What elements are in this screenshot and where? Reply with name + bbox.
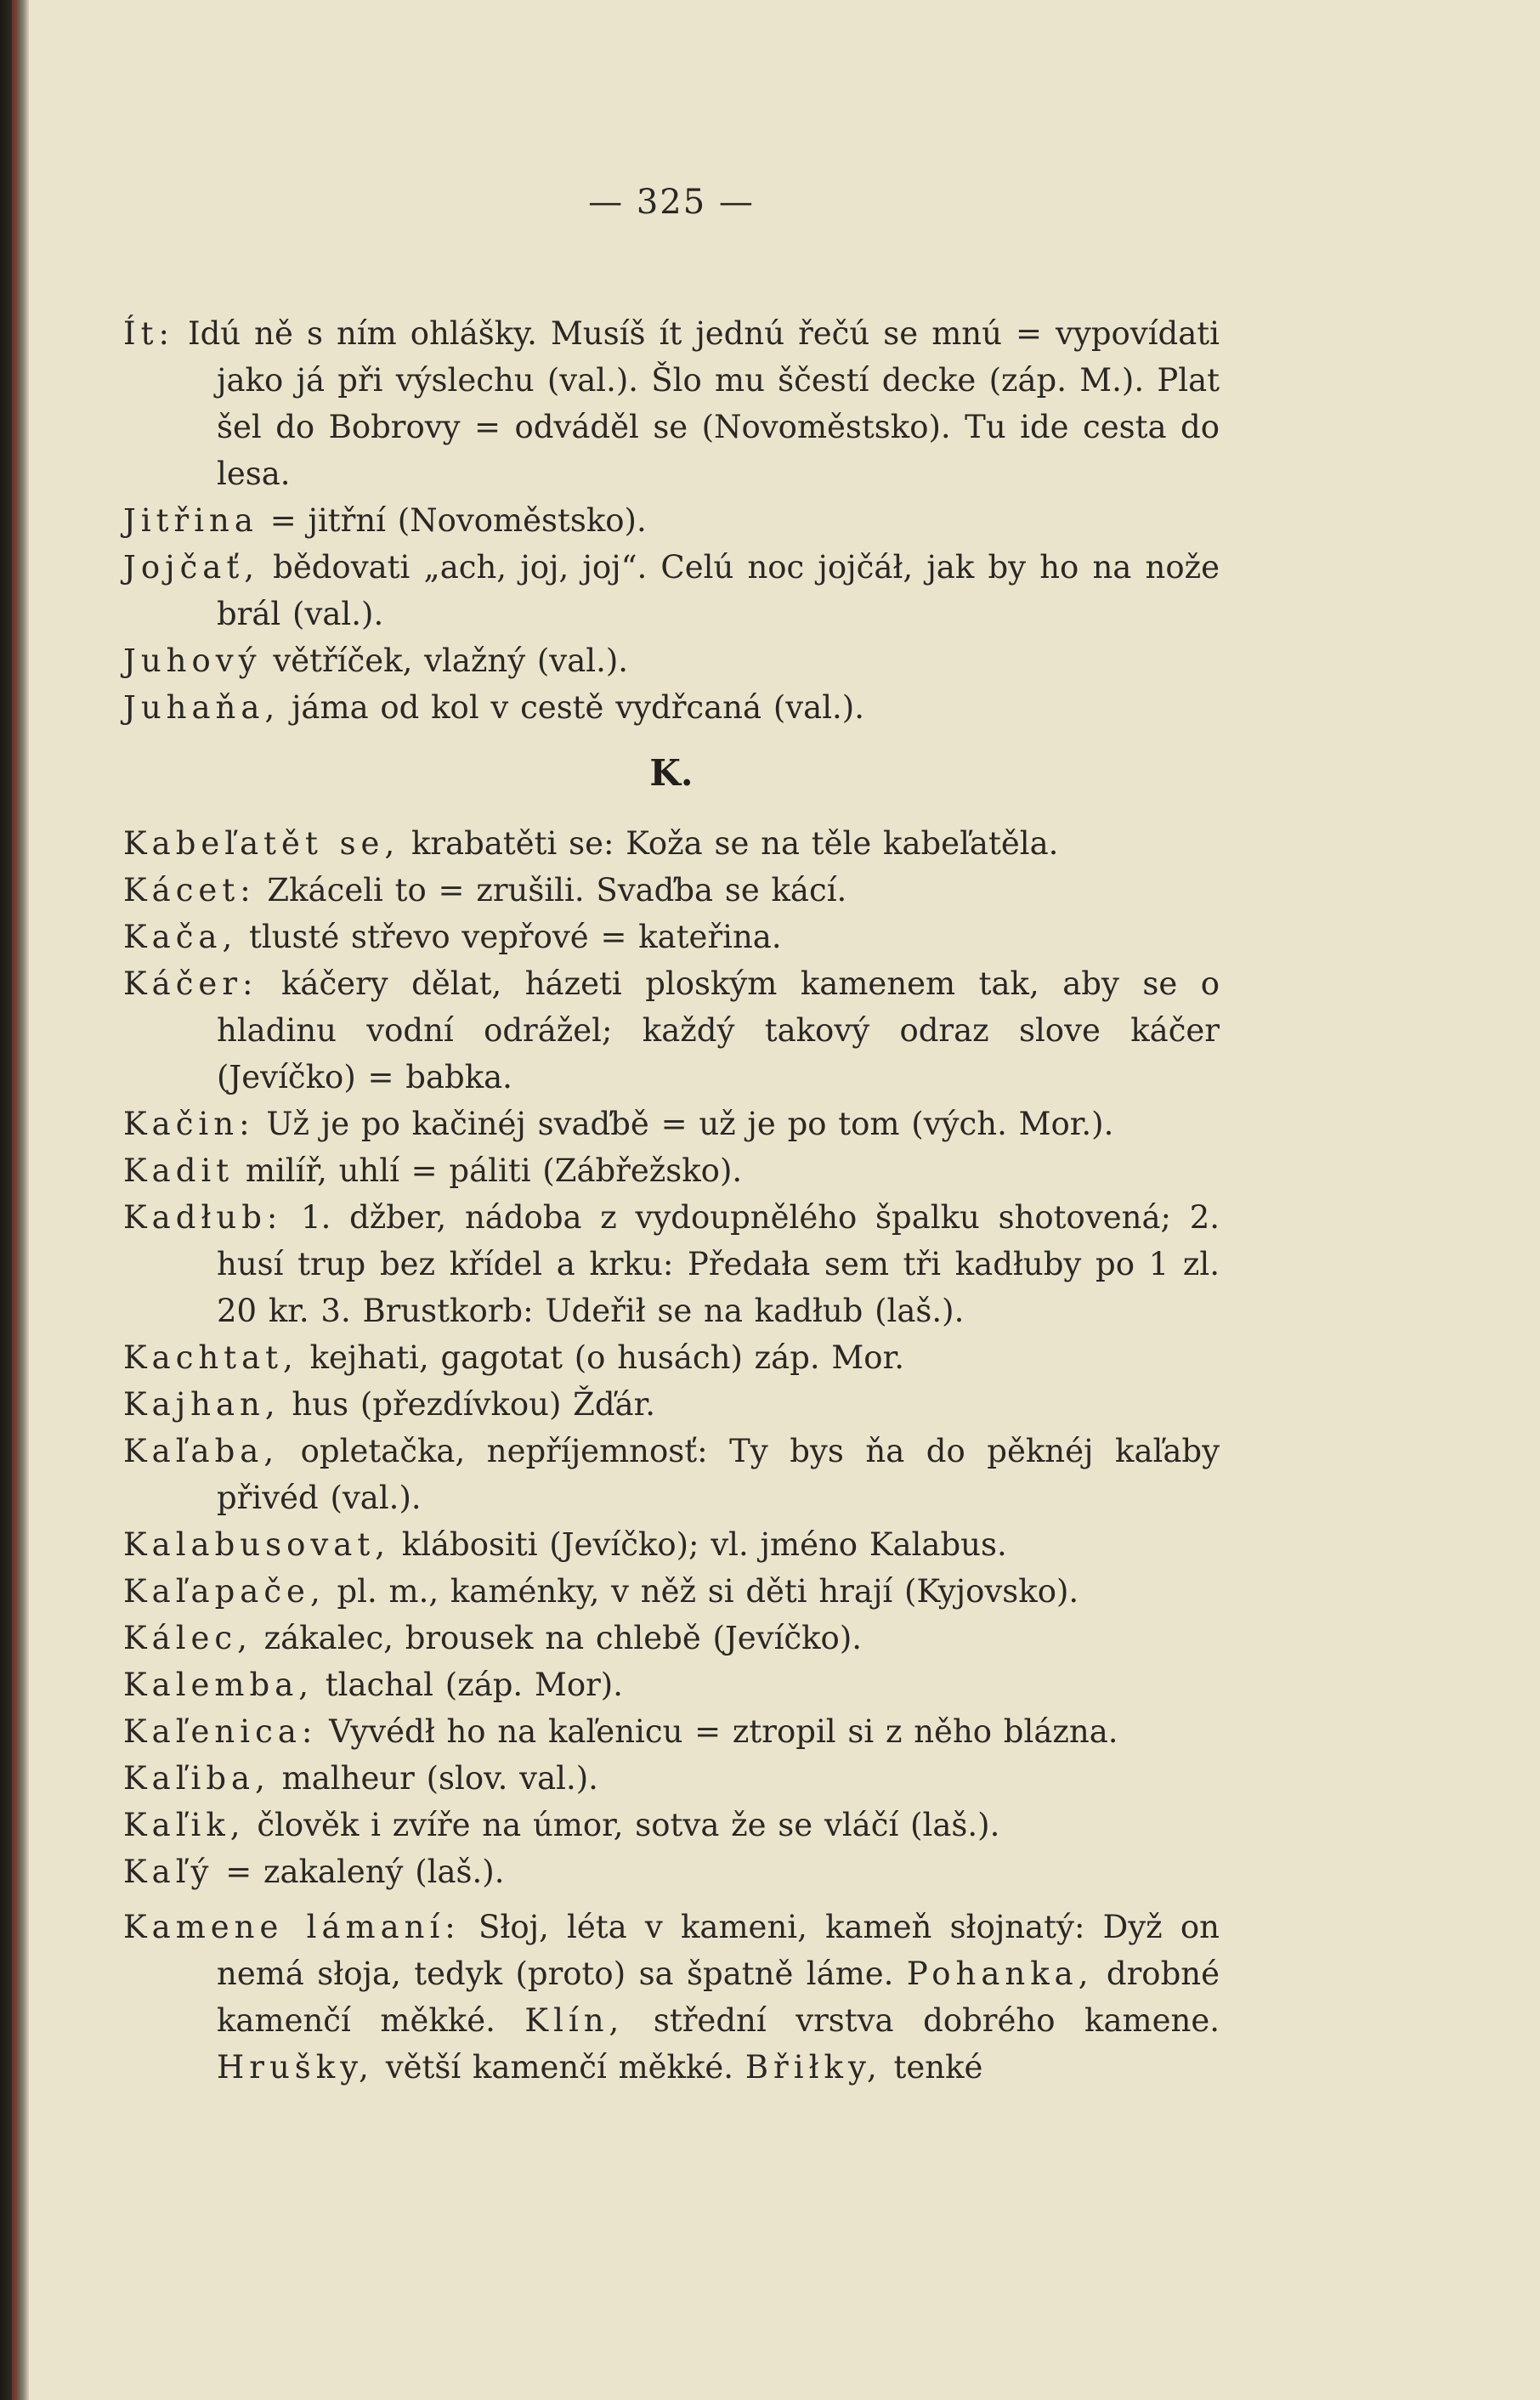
entry-head: Kamene lámaní: (123, 1909, 461, 1945)
entry-head: Kaľenica: (123, 1713, 318, 1750)
entry-text: 1. džber, nádoba z vydoupnělého špalku shotovená; 2. husí trup bez křídel a krku: Předała sem tři kadłuby po 1 zl. 20 kr. 3. Brustkorb: Udeřił se na kadłub (laš.). (217, 1199, 1220, 1329)
entry-text: střední vrstva dobrého kamene. (624, 2002, 1220, 2039)
entry-text: Už je po kačinéj svaďbě = už je po tom (vých. Mor.). (254, 1106, 1114, 1142)
entry-text: člověk i zvíře na úmor, sotva že se vláčí (laš.). (245, 1807, 1000, 1843)
entry-jitrina (123, 497, 1220, 544)
entry-head: Kaľik, (123, 1807, 246, 1843)
entry-head: Kaľý (123, 1854, 214, 1890)
entry-text: větříček, vlažný (val.). (261, 642, 629, 679)
entry-text: tenké (881, 2049, 983, 2086)
entry-text: káčery dělat, házeti ploským kamenem tak, aby se o hladinu vodní odrážel; každý takový odraz slove káčer (Jevíčko) = babka. (217, 965, 1220, 1095)
entry-juhana (123, 684, 1220, 731)
dictionary-entries (123, 310, 1220, 2091)
entry-head: Káčer: (123, 965, 258, 1002)
entry-text: tlachal (záp. Mor). (314, 1667, 623, 1703)
subterm-brilky: Břiłky, (745, 2049, 882, 2086)
entry-head: Kaľiba, (123, 1760, 270, 1797)
entry-kalaba (123, 1428, 1220, 1521)
entry-kalenica (123, 1708, 1220, 1755)
entry-it (123, 310, 1220, 497)
entry-text: Zkáceli to = zrušili. Svaďba se kácí. (255, 872, 847, 908)
entry-text: kejhati, gagotat (o husách) záp. Mor. (297, 1339, 904, 1376)
entry-kaliba (123, 1755, 1220, 1802)
entry-kalabusovat (123, 1521, 1220, 1568)
entry-text: zákalec, brousek na chlebě (Jevíčko). (252, 1620, 863, 1656)
entry-kadit (123, 1147, 1220, 1194)
entry-head: Kabeľatět se, (123, 825, 400, 862)
entry-kacet (123, 867, 1220, 914)
entry-head: Kácet: (123, 872, 256, 908)
entry-head: Kaľaba, (123, 1433, 280, 1469)
entry-kachtat (123, 1334, 1220, 1381)
entry-text: klábositi (Jevíčko); vl. jméno Kalabus. (389, 1526, 1007, 1563)
spine-binding-edge (12, 0, 17, 2400)
entry-head: Kalemba, (123, 1667, 314, 1703)
entry-text: malheur (slov. val.). (269, 1760, 598, 1797)
section-letter-k: K. (649, 752, 694, 794)
subterm-klin: Klín, (524, 2002, 625, 2039)
entry-text: Idú ně s ním ohlášky. Musíš ít jednú řečú se mnú = vypovídati jako já při výslechu (val.). Šlo mu ščestí decke (záp. M.). Plat šel do Bobrovy = odváděl se (Novoměstsko). Tu ide cesta do lesa. (173, 315, 1220, 492)
entry-head: Jojčať, (123, 549, 259, 586)
entry-text: Słoj, léta v kameni, kameň słojnatý: Dyž on nemá słoja, tedyk (proto) sa špatně láme. (217, 1909, 1220, 1992)
entry-head: Kadłub: (123, 1199, 283, 1236)
entry-head: Jitřina (123, 502, 258, 539)
entry-juhovy (123, 637, 1220, 684)
entry-kamene-lamani (123, 1904, 1220, 2091)
entry-kabelatet (123, 820, 1220, 867)
entry-kalec (123, 1615, 1220, 1661)
entry-kalik (123, 1802, 1220, 1848)
entry-text: hus (přezdívkou) Žďár. (280, 1386, 656, 1423)
entry-text: tlusté střevo vepřové = kateřina. (237, 919, 782, 955)
entry-text: milíř, uhlí = páliti (Zábřežsko). (234, 1152, 743, 1189)
entry-text: = zakalený (laš.). (213, 1854, 505, 1890)
entry-text: krabatěti se: Koža se na těle kabeľatěla. (399, 825, 1059, 862)
subterm-pohanka: Pohanka, (906, 1956, 1094, 1992)
entry-kadlub (123, 1194, 1220, 1334)
entry-head: Juhaňa, (123, 689, 280, 726)
entry-kacin (123, 1101, 1220, 1147)
entry-text: opletačka, nepříjemnosť: Ty bys ňa do pěknéj kaľaby přivéd (val.). (217, 1433, 1220, 1516)
entry-kacer (123, 960, 1220, 1101)
entry-head: Kachtat, (123, 1339, 298, 1376)
entry-kaca (123, 914, 1220, 960)
entry-text: větší kamenčí měkké. (373, 2049, 745, 2086)
entry-kalemba (123, 1661, 1220, 1708)
entry-kajhan (123, 1381, 1220, 1428)
entry-text: bědovati „ach, joj, joj“. Celú noc jojčáł, jak by ho na nože brál (val.). (217, 549, 1220, 632)
entry-head: Ít: (123, 315, 174, 352)
entry-jojcat (123, 544, 1220, 637)
entry-text: pl. m., kaménky, v něž si děti hrají (Kyjovsko). (325, 1573, 1079, 1610)
entry-head: Kajhan, (123, 1386, 280, 1423)
entry-text: Vyvédł ho na kaľenicu = ztropil si z něho blázna. (317, 1713, 1118, 1750)
entry-kaly (123, 1848, 1220, 1895)
entry-text: drobné kamenčí měkké. (217, 1956, 1220, 2039)
entry-head: Kálec, (123, 1620, 252, 1656)
subterm-hrusky: Hrušky, (217, 2049, 374, 2086)
entry-text: jáma od kol v cestě vydřcaná (val.). (280, 689, 865, 726)
entry-head: Juhový (123, 642, 262, 679)
book-spine (0, 0, 29, 2400)
entry-head: Kača, (123, 919, 238, 955)
entry-head: Kadit (123, 1152, 235, 1189)
entry-head: Kaľapače, (123, 1573, 326, 1610)
entry-kalapace (123, 1568, 1220, 1615)
entry-head: Kalabusovat, (123, 1526, 390, 1563)
page-number: — 325 — (588, 183, 755, 222)
entry-text: = jitřní (Novoměstsko). (258, 502, 647, 539)
entry-head: Kačin: (123, 1106, 255, 1142)
